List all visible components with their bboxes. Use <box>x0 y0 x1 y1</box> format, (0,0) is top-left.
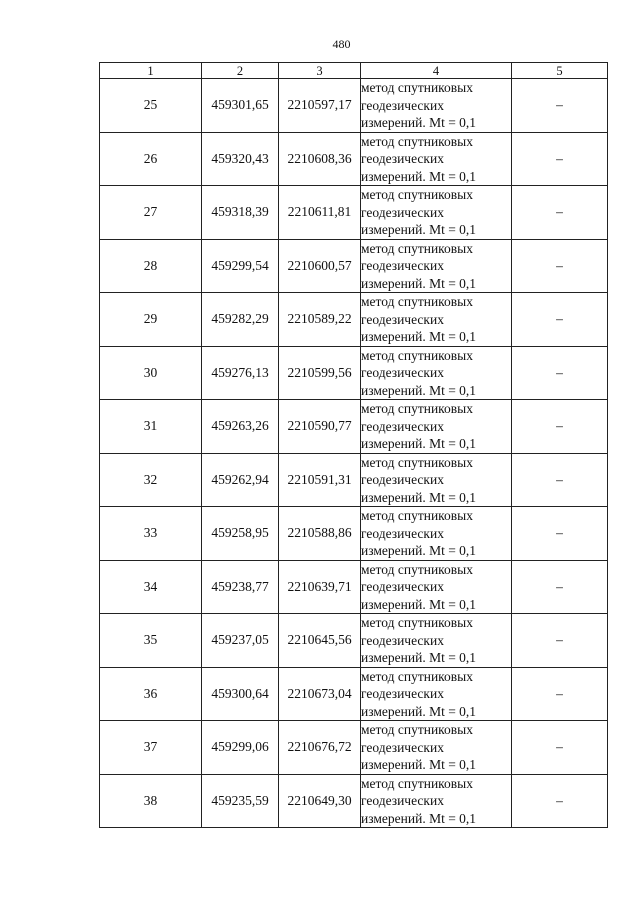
y-coordinate-cell: 2210590,77 <box>279 400 361 454</box>
method-cell <box>361 346 512 400</box>
x-coordinate-cell: 459263,26 <box>202 400 279 454</box>
method-cell <box>361 293 512 347</box>
note-cell: – <box>512 507 608 561</box>
method-cell <box>361 132 512 186</box>
table-header <box>100 63 608 79</box>
method-cell <box>361 186 512 240</box>
x-coordinate-cell: 459282,29 <box>202 293 279 347</box>
point-number-cell: 35 <box>100 614 202 668</box>
method-line: метод спутниковых <box>361 615 473 630</box>
note-cell: – <box>512 239 608 293</box>
method-cell <box>361 614 512 668</box>
method-line: метод спутниковых <box>361 133 473 149</box>
method-line: геодезических <box>361 97 444 113</box>
method-line: геодезических <box>361 579 444 594</box>
method-line: измерений. Mt = 0,1 <box>361 115 477 130</box>
x-coordinate-cell: 459301,65 <box>202 79 279 133</box>
method-line: геодезических <box>361 793 444 808</box>
point-number-cell: 38 <box>100 774 202 828</box>
point-number-cell: 25 <box>100 79 202 133</box>
y-coordinate-cell: 2210639,71 <box>279 560 361 614</box>
method-line: геодезических <box>361 365 444 380</box>
method-cell <box>361 239 512 293</box>
point-number-cell: 37 <box>100 721 202 775</box>
method-line: измерений. Mt = 0,1 <box>361 382 477 398</box>
method-line: геодезических <box>361 525 444 541</box>
y-coordinate-cell: 2210649,30 <box>279 774 361 828</box>
note-cell: – <box>512 774 608 828</box>
point-number-cell: 26 <box>100 132 202 186</box>
y-coordinate-cell: 2210608,36 <box>279 132 361 186</box>
method-line: метод спутниковых <box>361 722 473 737</box>
method-cell <box>361 774 512 828</box>
x-coordinate-cell: 459262,94 <box>202 453 279 507</box>
table-row <box>100 239 608 293</box>
point-number-cell: 33 <box>100 507 202 561</box>
note-cell: – <box>512 186 608 240</box>
table-row <box>100 186 608 240</box>
method-line: геодезических <box>361 686 444 701</box>
x-coordinate-cell: 459299,06 <box>202 721 279 775</box>
method-line: измерений. Mt = 0,1 <box>361 596 477 612</box>
point-number-cell: 36 <box>100 667 202 721</box>
method-line: геодезических <box>361 739 444 755</box>
coordinates-table <box>99 62 608 828</box>
method-line: измерений. Mt = 0,1 <box>361 329 477 344</box>
method-cell <box>361 721 512 775</box>
page-number: 480 <box>332 37 351 51</box>
x-coordinate-cell: 459300,64 <box>202 667 279 721</box>
method-line: измерений. Mt = 0,1 <box>361 543 477 558</box>
method-line: метод спутниковых <box>361 401 473 416</box>
method-line: геодезических <box>361 472 444 487</box>
table-row <box>100 507 608 561</box>
method-line: метод спутниковых <box>361 187 473 202</box>
y-coordinate-cell: 2210600,57 <box>279 239 361 293</box>
point-number-cell: 27 <box>100 186 202 240</box>
x-coordinate-cell: 459299,54 <box>202 239 279 293</box>
y-coordinate-cell: 2210599,56 <box>279 346 361 400</box>
method-line: геодезических <box>361 204 444 220</box>
table-row <box>100 400 608 454</box>
point-number-cell: 31 <box>100 400 202 454</box>
table-row <box>100 79 608 133</box>
method-line: метод спутниковых <box>361 561 473 577</box>
x-coordinate-cell: 459320,43 <box>202 132 279 186</box>
method-line: геодезических <box>361 418 444 434</box>
method-line: геодезических <box>361 632 444 648</box>
method-line: метод спутниковых <box>361 294 473 309</box>
method-line: измерений. Mt = 0,1 <box>361 703 477 719</box>
table-row <box>100 560 608 614</box>
method-line: метод спутниковых <box>361 240 473 256</box>
note-cell: – <box>512 400 608 454</box>
y-coordinate-cell: 2210645,56 <box>279 614 361 668</box>
point-number-cell: 32 <box>100 453 202 507</box>
method-line: геодезических <box>361 258 444 273</box>
method-line: метод спутниковых <box>361 347 473 363</box>
method-line: измерений. Mt = 0,1 <box>361 436 477 451</box>
x-coordinate-cell: 459238,77 <box>202 560 279 614</box>
method-line: метод спутниковых <box>361 668 473 684</box>
table-row <box>100 453 608 507</box>
column-header-4: 4 <box>361 63 512 79</box>
method-line: геодезических <box>361 151 444 166</box>
note-cell: – <box>512 560 608 614</box>
method-line: измерений. Mt = 0,1 <box>361 489 477 505</box>
table-row <box>100 614 608 668</box>
x-coordinate-cell: 459318,39 <box>202 186 279 240</box>
point-number-cell: 28 <box>100 239 202 293</box>
x-coordinate-cell: 459235,59 <box>202 774 279 828</box>
point-number-cell: 34 <box>100 560 202 614</box>
method-line: измерений. Mt = 0,1 <box>361 810 477 826</box>
y-coordinate-cell: 2210588,86 <box>279 507 361 561</box>
method-line: измерений. Mt = 0,1 <box>361 650 477 665</box>
method-line: измерений. Mt = 0,1 <box>361 275 477 291</box>
note-cell: – <box>512 667 608 721</box>
x-coordinate-cell: 459258,95 <box>202 507 279 561</box>
method-line: измерений. Mt = 0,1 <box>361 757 477 772</box>
y-coordinate-cell: 2210611,81 <box>279 186 361 240</box>
column-header-5: 5 <box>512 63 608 79</box>
table-row <box>100 721 608 775</box>
method-line: метод спутниковых <box>361 508 473 523</box>
method-cell <box>361 507 512 561</box>
method-line: метод спутниковых <box>361 775 473 791</box>
x-coordinate-cell: 459276,13 <box>202 346 279 400</box>
method-line: измерений. Mt = 0,1 <box>361 168 477 184</box>
column-header-2: 2 <box>202 63 279 79</box>
note-cell: – <box>512 614 608 668</box>
method-cell <box>361 560 512 614</box>
point-number-cell: 30 <box>100 346 202 400</box>
table-row <box>100 774 608 828</box>
note-cell: – <box>512 346 608 400</box>
table-row <box>100 346 608 400</box>
method-line: метод спутниковых <box>361 80 473 95</box>
table-row <box>100 132 608 186</box>
method-line: метод спутниковых <box>361 454 473 470</box>
table-row <box>100 293 608 347</box>
header-row <box>100 63 608 79</box>
note-cell: – <box>512 721 608 775</box>
method-cell <box>361 667 512 721</box>
y-coordinate-cell: 2210597,17 <box>279 79 361 133</box>
point-number-cell: 29 <box>100 293 202 347</box>
column-header-1: 1 <box>100 63 202 79</box>
method-line: измерений. Mt = 0,1 <box>361 222 477 237</box>
table-body <box>100 79 608 828</box>
note-cell: – <box>512 79 608 133</box>
method-cell <box>361 400 512 454</box>
y-coordinate-cell: 2210589,22 <box>279 293 361 347</box>
y-coordinate-cell: 2210676,72 <box>279 721 361 775</box>
method-cell <box>361 79 512 133</box>
y-coordinate-cell: 2210673,04 <box>279 667 361 721</box>
table-row <box>100 667 608 721</box>
method-cell <box>361 453 512 507</box>
note-cell: – <box>512 132 608 186</box>
note-cell: – <box>512 293 608 347</box>
column-header-3: 3 <box>279 63 361 79</box>
note-cell: – <box>512 453 608 507</box>
x-coordinate-cell: 459237,05 <box>202 614 279 668</box>
method-line: геодезических <box>361 311 444 327</box>
y-coordinate-cell: 2210591,31 <box>279 453 361 507</box>
